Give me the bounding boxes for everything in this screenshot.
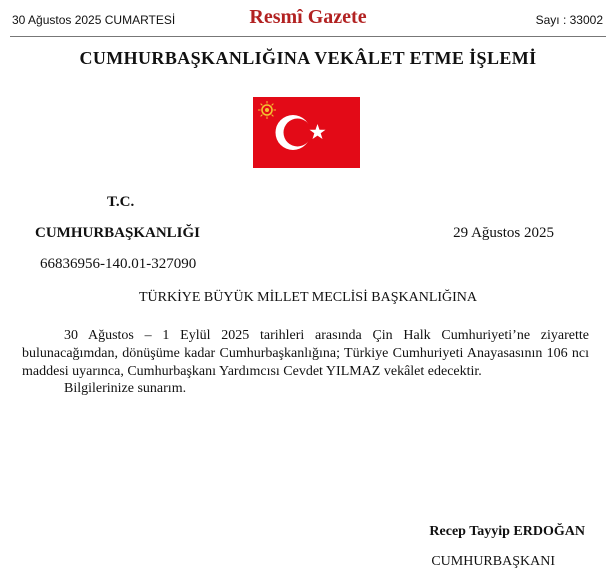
document-title: CUMHURBAŞKANLIĞINA VEKÂLET ETME İŞLEMİ bbox=[79, 48, 537, 68]
gazette-name: Resmî Gazete bbox=[249, 6, 367, 28]
signer-name: Recep Tayyip ERDOĞAN bbox=[429, 524, 585, 539]
letter-body bbox=[22, 327, 589, 381]
header-divider bbox=[10, 36, 606, 37]
body-paragraph: 30 Ağustos – 1 Eylül 2025 tarihleri arasında Çin Halk Cumhuriyeti’ne ziyarette bulunacağımdan, dönüşüme kadar Cumhurbaşkanlığına; Türkiye Cumhuriyeti Anayasasının 106 ncı maddesi uyarınca, Cumhurbaşkanı Yardımcısı Cevdet YILMAZ vekâlet edecektir. bbox=[22, 328, 589, 379]
issue-number: Sayı : 33002 bbox=[535, 13, 603, 27]
letter-date: 29 Ağustos 2025 bbox=[453, 225, 554, 241]
issuer-name: CUMHURBAŞKANLIĞI bbox=[35, 225, 201, 241]
gazette-date: 30 Ağustos 2025 CUMARTESİ bbox=[12, 13, 176, 27]
addressee: TÜRKİYE BÜYÜK MİLLET MECLİSİ BAŞKANLIĞINA bbox=[138, 290, 478, 305]
turkish-flag-icon bbox=[253, 97, 360, 168]
tc-heading: T.C. bbox=[107, 194, 135, 210]
reference-number: 66836956-140.01-327090 bbox=[40, 256, 197, 272]
flag-graphic bbox=[253, 97, 360, 168]
closing-line: Bilgilerinize sunarım. bbox=[64, 381, 187, 396]
signer-title: CUMHURBAŞKANI bbox=[431, 554, 555, 569]
